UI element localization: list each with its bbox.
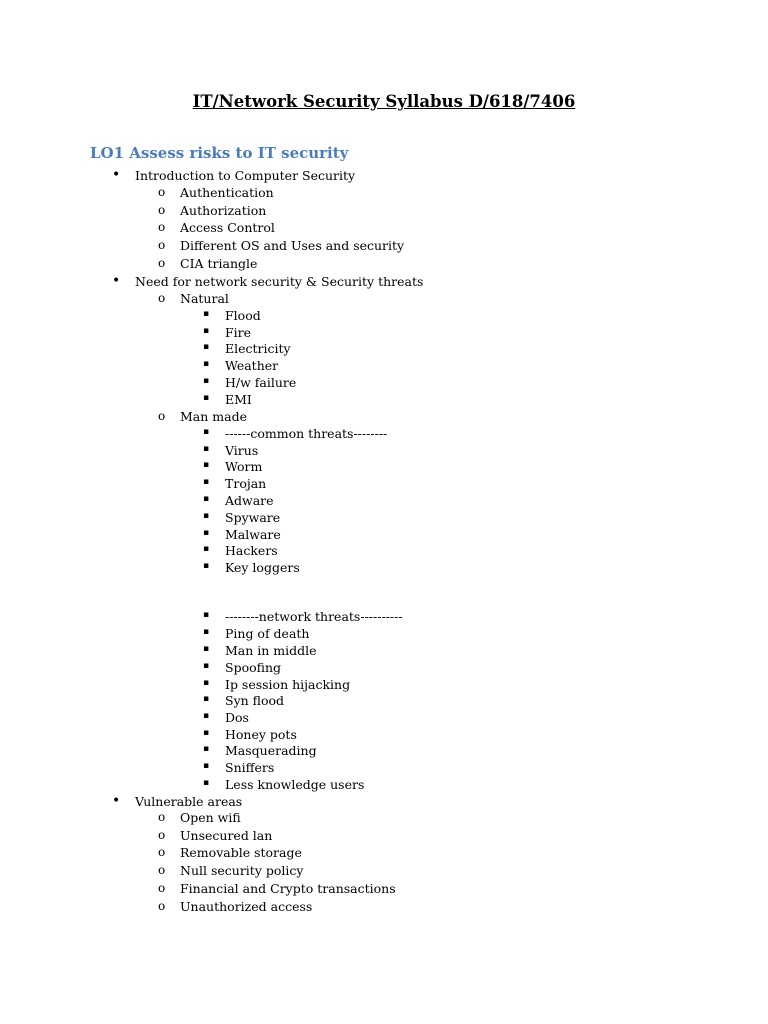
list-item-text: Malware [225, 527, 281, 542]
list-item [112, 793, 243, 810]
bullet-marker: o [158, 256, 166, 270]
bullet-marker: ▪ [203, 661, 210, 671]
bullet-marker: ▪ [203, 610, 210, 620]
list-item [158, 809, 241, 826]
bullet-marker: ▪ [203, 644, 210, 654]
bullet-marker: • [112, 793, 121, 809]
list-item-text: Ip session hijacking [225, 677, 351, 692]
list-item [203, 324, 252, 341]
bullet-marker: ▪ [203, 460, 210, 470]
bullet-marker: o [158, 863, 166, 877]
bullet-marker: o [158, 828, 166, 842]
list-item-text: Unauthorized access [180, 899, 313, 914]
list-item [203, 475, 267, 492]
bullet-marker: ▪ [203, 511, 210, 521]
list-item-text: EMI [225, 392, 252, 407]
bullet-marker: o [158, 810, 166, 824]
bullet-marker: ▪ [203, 376, 210, 386]
list-item-text: Fire [225, 325, 252, 340]
list-item-text: H/w failure [225, 375, 297, 390]
list-item [158, 290, 229, 307]
list-item-text: Less knowledge users [225, 777, 365, 792]
bullet-marker: o [158, 899, 166, 913]
list-item-text: Virus [225, 443, 259, 458]
bullet-marker: o [158, 203, 166, 217]
list-item [203, 442, 259, 459]
list-item-text: Removable storage [180, 845, 302, 860]
list-item-text: ------common threats-------- [225, 426, 388, 441]
list-item-text: Need for network security & Security threats [135, 274, 424, 289]
list-item [203, 759, 275, 776]
document-title: IT/Network Security Syllabus D/618/7406 [192, 92, 576, 111]
bullet-marker: ▪ [203, 326, 210, 336]
list-item [203, 709, 249, 726]
list-item [203, 374, 297, 391]
list-item [158, 237, 405, 254]
list-item [158, 898, 313, 915]
list-item [158, 844, 302, 861]
list-item [158, 184, 274, 201]
bullet-marker: ▪ [203, 359, 210, 369]
list-item-text: Null security policy [180, 863, 304, 878]
list-item [158, 827, 273, 844]
list-item-text: Vulnerable areas [135, 794, 243, 809]
list-item [158, 880, 396, 897]
list-item [203, 340, 291, 357]
bullet-marker: o [158, 409, 166, 423]
list-item [203, 559, 300, 576]
list-item [203, 492, 274, 509]
list-item [203, 776, 365, 793]
list-item-text: Spyware [225, 510, 281, 525]
list-item-text: Open wifi [180, 810, 241, 825]
bullet-marker: ▪ [203, 694, 210, 704]
list-item-text: Ping of death [225, 626, 310, 641]
list-item [203, 357, 279, 374]
bullet-marker: ▪ [203, 393, 210, 403]
list-item [203, 676, 351, 693]
list-item [203, 307, 261, 324]
list-item-text: Man made [180, 409, 247, 424]
list-item-text: Key loggers [225, 560, 300, 575]
list-item [158, 408, 247, 425]
list-item [158, 219, 275, 236]
list-item [203, 526, 281, 543]
list-item [203, 509, 281, 526]
bullet-marker: ▪ [203, 561, 210, 571]
list-item [203, 608, 403, 625]
list-item-text: Sniffers [225, 760, 275, 775]
list-item-text: Hackers [225, 543, 278, 558]
bullet-marker: ▪ [203, 627, 210, 637]
list-item-text: Adware [225, 493, 274, 508]
list-item-text: Different OS and Uses and security [180, 238, 405, 253]
list-item-text: Spoofing [225, 660, 282, 675]
bullet-marker: ▪ [203, 427, 210, 437]
list-item [112, 273, 424, 290]
bullet-marker: ▪ [203, 544, 210, 554]
list-item [203, 726, 297, 743]
bullet-marker: ▪ [203, 678, 210, 688]
list-item-text: Masquerading [225, 743, 317, 758]
bullet-marker: • [112, 273, 121, 289]
list-item [203, 458, 263, 475]
list-item [158, 255, 258, 272]
list-item-text: Financial and Crypto transactions [180, 881, 396, 896]
section-heading: LO1 Assess risks to IT security [90, 144, 349, 162]
list-item-text: Electricity [225, 341, 291, 356]
bullet-marker: o [158, 881, 166, 895]
bullet-marker: ▪ [203, 494, 210, 504]
list-item-text: Access Control [180, 220, 275, 235]
list-item [203, 625, 310, 642]
list-item-text: Man in middle [225, 643, 317, 658]
list-item [203, 692, 285, 709]
bullet-marker: • [112, 167, 121, 183]
list-item-text: Unsecured lan [180, 828, 273, 843]
list-item-text: Flood [225, 308, 261, 323]
bullet-marker: o [158, 291, 166, 305]
list-item-text: Authentication [180, 185, 274, 200]
bullet-marker: ▪ [203, 444, 210, 454]
bullet-marker: o [158, 238, 166, 252]
list-item-text: Honey pots [225, 727, 297, 742]
bullet-marker: ▪ [203, 309, 210, 319]
list-item-text: Syn flood [225, 693, 285, 708]
list-item-text: Weather [225, 358, 279, 373]
bullet-marker: ▪ [203, 761, 210, 771]
bullet-marker: ▪ [203, 728, 210, 738]
bullet-marker: o [158, 220, 166, 234]
list-item [203, 542, 278, 559]
bullet-marker: ▪ [203, 342, 210, 352]
bullet-marker: ▪ [203, 744, 210, 754]
list-item [203, 659, 282, 676]
list-item-text: CIA triangle [180, 256, 258, 271]
list-item [203, 391, 252, 408]
list-item-text: Introduction to Computer Security [135, 168, 356, 183]
list-item-text: Dos [225, 710, 249, 725]
list-item [203, 425, 388, 442]
list-item-text: Natural [180, 291, 229, 306]
bullet-marker: ▪ [203, 528, 210, 538]
bullet-marker: o [158, 185, 166, 199]
list-item [203, 742, 317, 759]
list-item-text: Trojan [225, 476, 267, 491]
bullet-marker: ▪ [203, 477, 210, 487]
bullet-marker: ▪ [203, 711, 210, 721]
bullet-marker: o [158, 845, 166, 859]
list-item-text: Worm [225, 459, 263, 474]
list-item [158, 202, 267, 219]
list-item [158, 862, 304, 879]
list-item [112, 167, 356, 184]
list-item-text: --------network threats---------- [225, 609, 403, 624]
list-item-text: Authorization [180, 203, 267, 218]
bullet-marker: ▪ [203, 778, 210, 788]
list-item [203, 642, 317, 659]
